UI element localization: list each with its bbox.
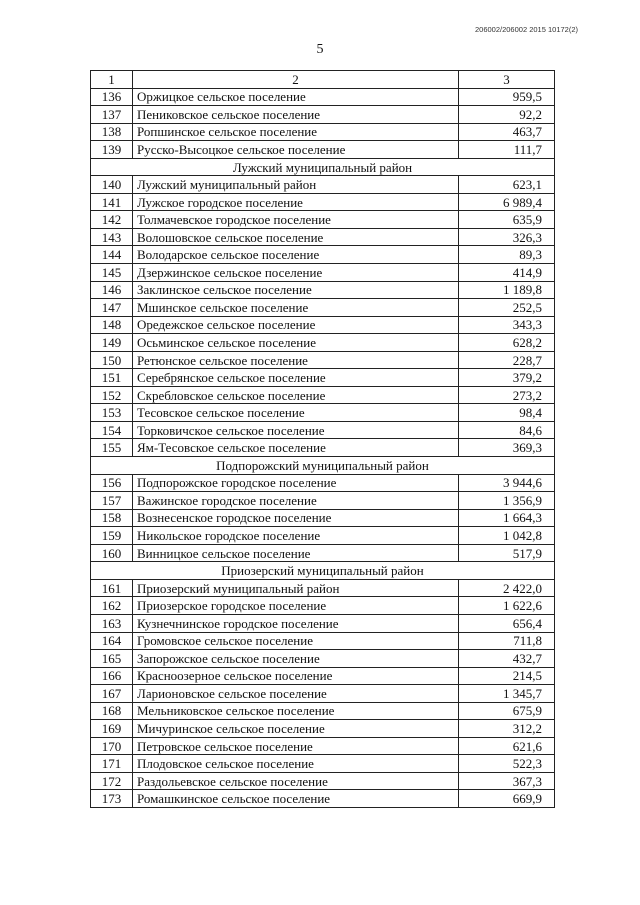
table-row (91, 492, 555, 510)
table-row (91, 509, 555, 527)
table-row (91, 755, 555, 773)
settlement-value: 312,2 (459, 720, 555, 738)
settlement-value: 98,4 (459, 404, 555, 422)
header-col-3: 3 (459, 71, 555, 89)
table-row (91, 474, 555, 492)
table-row (91, 632, 555, 650)
row-number: 151 (91, 369, 133, 387)
table-row (91, 351, 555, 369)
row-number: 167 (91, 685, 133, 703)
settlement-name: Мшинское сельское поселение (133, 299, 459, 317)
district-name: Лужский муниципальный район (91, 158, 555, 176)
table-row (91, 246, 555, 264)
row-number: 153 (91, 404, 133, 422)
table-row (91, 264, 555, 282)
row-number: 138 (91, 123, 133, 141)
table-row (91, 281, 555, 299)
table-row (91, 720, 555, 738)
table-row (91, 685, 555, 703)
row-number: 136 (91, 88, 133, 106)
row-number: 157 (91, 492, 133, 510)
district-header-row (91, 562, 555, 580)
settlement-name: Русско-Высоцкое сельское поселение (133, 141, 459, 159)
settlement-name: Плодовское сельское поселение (133, 755, 459, 773)
row-number: 170 (91, 737, 133, 755)
row-number: 145 (91, 264, 133, 282)
settlement-value: 252,5 (459, 299, 555, 317)
row-number: 164 (91, 632, 133, 650)
row-number: 139 (91, 141, 133, 159)
table-row (91, 88, 555, 106)
row-number: 166 (91, 667, 133, 685)
settlement-name: Мичуринское сельское поселение (133, 720, 459, 738)
settlement-value: 522,3 (459, 755, 555, 773)
row-number: 137 (91, 106, 133, 124)
page-number: 5 (316, 42, 324, 57)
settlements-table (90, 70, 555, 808)
settlement-name: Петровское сельское поселение (133, 737, 459, 755)
row-number: 141 (91, 193, 133, 211)
table-row (91, 544, 555, 562)
settlement-name: Толмачевское городское поселение (133, 211, 459, 229)
row-number: 148 (91, 316, 133, 334)
settlement-name: Громовское сельское поселение (133, 632, 459, 650)
table-row (91, 790, 555, 808)
settlement-name: Винницкое сельское поселение (133, 544, 459, 562)
table-row (91, 702, 555, 720)
table-row (91, 386, 555, 404)
settlement-value: 1 345,7 (459, 685, 555, 703)
district-name: Приозерский муниципальный район (91, 562, 555, 580)
row-number: 152 (91, 386, 133, 404)
settlement-value: 517,9 (459, 544, 555, 562)
settlement-value: 656,4 (459, 614, 555, 632)
settlement-name: Торковичское сельское поселение (133, 421, 459, 439)
row-number: 171 (91, 755, 133, 773)
settlement-value: 3 944,6 (459, 474, 555, 492)
settlement-name: Никольское городское поселение (133, 527, 459, 545)
table-row (91, 439, 555, 457)
settlement-value: 2 422,0 (459, 579, 555, 597)
settlement-value: 84,6 (459, 421, 555, 439)
district-header-row (91, 457, 555, 475)
table-header-row (91, 71, 555, 89)
settlement-name: Приозерское городское поселение (133, 597, 459, 615)
settlement-name: Важинское городское поселение (133, 492, 459, 510)
settlement-value: 463,7 (459, 123, 555, 141)
settlement-name: Осьминское сельское поселение (133, 334, 459, 352)
settlement-value: 111,7 (459, 141, 555, 159)
table-row (91, 316, 555, 334)
settlement-value: 959,5 (459, 88, 555, 106)
table-row (91, 404, 555, 422)
settlement-value: 343,3 (459, 316, 555, 334)
table-row (91, 211, 555, 229)
header-col-1: 1 (91, 71, 133, 89)
row-number: 173 (91, 790, 133, 808)
settlement-name: Дзержинское сельское поселение (133, 264, 459, 282)
settlement-value: 1 356,9 (459, 492, 555, 510)
row-number: 142 (91, 211, 133, 229)
table-row (91, 527, 555, 545)
row-number: 147 (91, 299, 133, 317)
row-number: 165 (91, 650, 133, 668)
row-number: 160 (91, 544, 133, 562)
settlement-name: Серебрянское сельское поселение (133, 369, 459, 387)
settlement-value: 228,7 (459, 351, 555, 369)
settlement-name: Скребловское сельское поселение (133, 386, 459, 404)
table-row (91, 193, 555, 211)
settlement-value: 669,9 (459, 790, 555, 808)
settlement-name: Заклинское сельское поселение (133, 281, 459, 299)
settlement-value: 89,3 (459, 246, 555, 264)
table-row (91, 106, 555, 124)
settlement-value: 6 989,4 (459, 193, 555, 211)
row-number: 159 (91, 527, 133, 545)
table-row (91, 772, 555, 790)
table-row (91, 614, 555, 632)
settlement-name: Вознесенское городское поселение (133, 509, 459, 527)
settlement-value: 414,9 (459, 264, 555, 282)
district-header-row (91, 158, 555, 176)
row-number: 144 (91, 246, 133, 264)
settlement-name: Волошовское сельское поселение (133, 228, 459, 246)
settlement-value: 379,2 (459, 369, 555, 387)
settlement-value: 432,7 (459, 650, 555, 668)
row-number: 146 (91, 281, 133, 299)
table-row (91, 176, 555, 194)
settlement-value: 214,5 (459, 667, 555, 685)
header-col-2: 2 (133, 71, 459, 89)
settlement-name: Ларионовское сельское поселение (133, 685, 459, 703)
settlement-value: 369,3 (459, 439, 555, 457)
table-row (91, 334, 555, 352)
settlement-name: Ям-Тесовское сельское поселение (133, 439, 459, 457)
settlement-name: Ретюнское сельское поселение (133, 351, 459, 369)
settlement-value: 367,3 (459, 772, 555, 790)
settlement-name: Оредежское сельское поселение (133, 316, 459, 334)
row-number: 168 (91, 702, 133, 720)
row-number: 163 (91, 614, 133, 632)
row-number: 149 (91, 334, 133, 352)
settlement-name: Раздольевское сельское поселение (133, 772, 459, 790)
settlement-value: 635,9 (459, 211, 555, 229)
row-number: 140 (91, 176, 133, 194)
settlement-value: 1 042,8 (459, 527, 555, 545)
district-name: Подпорожский муниципальный район (91, 457, 555, 475)
settlement-name: Запорожское сельское поселение (133, 650, 459, 668)
table-row (91, 123, 555, 141)
row-number: 161 (91, 579, 133, 597)
table-row (91, 667, 555, 685)
settlement-name: Кузнечнинское городское поселение (133, 614, 459, 632)
row-number: 150 (91, 351, 133, 369)
table-row (91, 369, 555, 387)
table-row (91, 650, 555, 668)
settlement-value: 1 189,8 (459, 281, 555, 299)
table-row (91, 299, 555, 317)
row-number: 169 (91, 720, 133, 738)
settlement-name: Лужское городское поселение (133, 193, 459, 211)
table-row (91, 579, 555, 597)
settlement-name: Оржицкое сельское поселение (133, 88, 459, 106)
settlement-name: Лужский муниципальный район (133, 176, 459, 194)
settlement-value: 623,1 (459, 176, 555, 194)
settlement-value: 1 622,6 (459, 597, 555, 615)
settlement-name: Подпорожское городское поселение (133, 474, 459, 492)
table-row (91, 737, 555, 755)
document-code: 206002/206002 2015 10172(2) (474, 25, 578, 34)
settlement-name: Приозерский муниципальный район (133, 579, 459, 597)
row-number: 172 (91, 772, 133, 790)
table-row (91, 228, 555, 246)
settlement-name: Тесовское сельское поселение (133, 404, 459, 422)
settlement-value: 1 664,3 (459, 509, 555, 527)
settlement-name: Пениковское сельское поселение (133, 106, 459, 124)
row-number: 158 (91, 509, 133, 527)
settlement-name: Ропшинское сельское поселение (133, 123, 459, 141)
row-number: 156 (91, 474, 133, 492)
settlement-value: 273,2 (459, 386, 555, 404)
table-row (91, 421, 555, 439)
settlement-value: 675,9 (459, 702, 555, 720)
settlement-name: Ромашкинское сельское поселение (133, 790, 459, 808)
table-row (91, 597, 555, 615)
row-number: 154 (91, 421, 133, 439)
settlement-name: Мельниковское сельское поселение (133, 702, 459, 720)
settlement-value: 92,2 (459, 106, 555, 124)
settlement-value: 326,3 (459, 228, 555, 246)
row-number: 155 (91, 439, 133, 457)
settlement-value: 711,8 (459, 632, 555, 650)
row-number: 162 (91, 597, 133, 615)
row-number: 143 (91, 228, 133, 246)
settlement-value: 621,6 (459, 737, 555, 755)
table-row (91, 141, 555, 159)
settlement-value: 628,2 (459, 334, 555, 352)
settlement-name: Красноозерное сельское поселение (133, 667, 459, 685)
settlement-name: Володарское сельское поселение (133, 246, 459, 264)
